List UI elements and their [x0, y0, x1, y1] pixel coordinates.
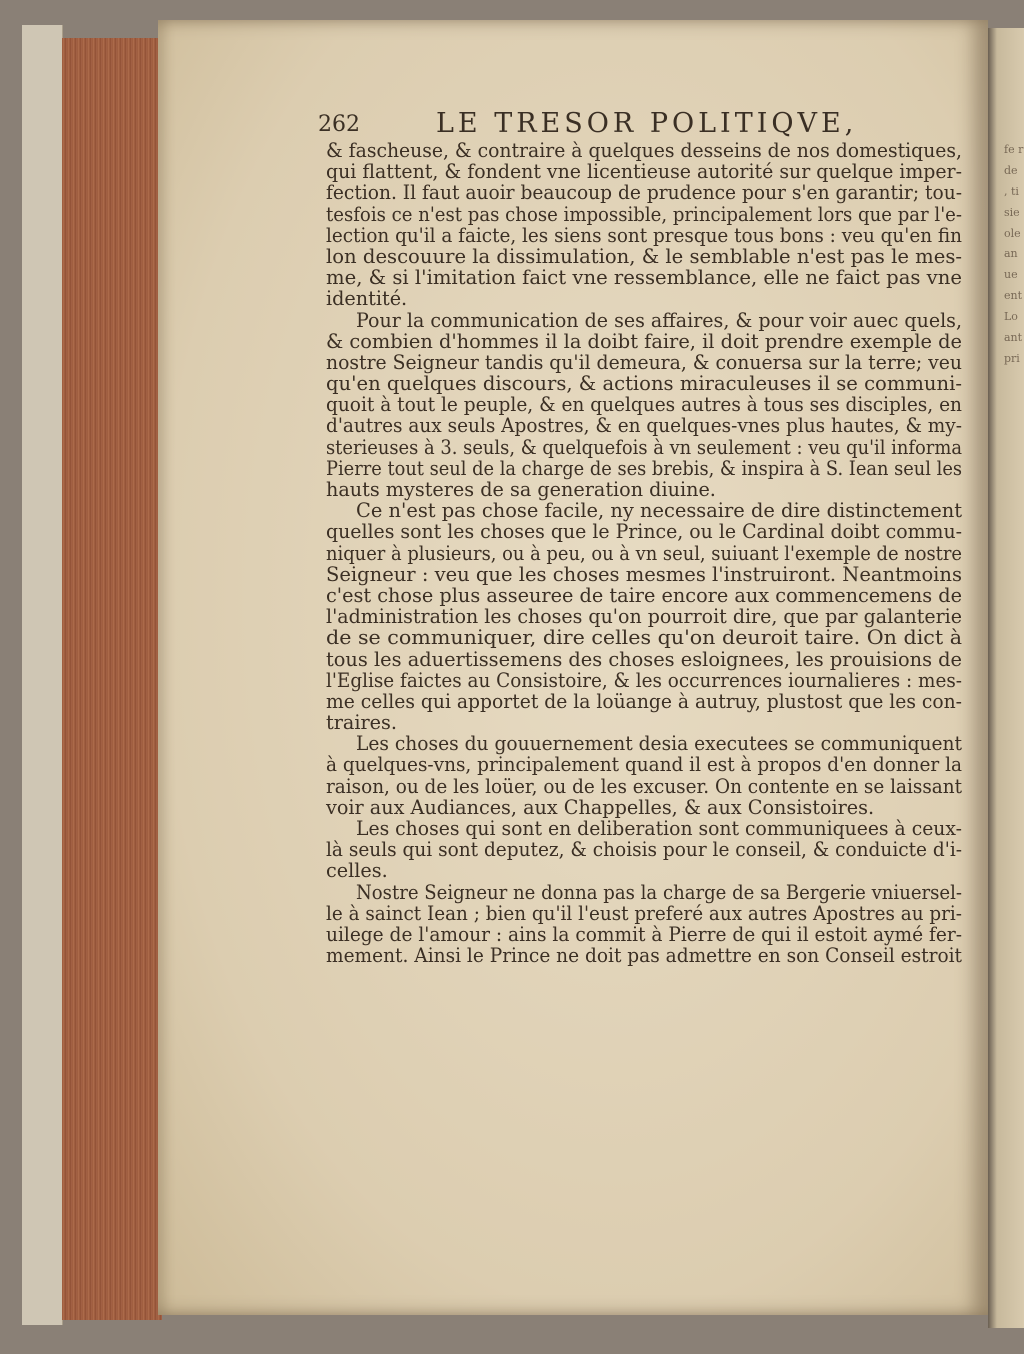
text-line: Nostre Seigneur ne donna pas la charge de sa Bergerie vniuersel- — [356, 880, 962, 904]
adjacent-page-text: fe r de , ti sie ole an ue ent Lo ant pri — [1004, 143, 1024, 365]
text-line: hauts mysteres de sa generation diuine. — [326, 478, 716, 501]
text-line: mement. Ainsi le Prince ne doit pas admettre en son Conseil estroit — [326, 944, 962, 968]
text-line: traires. — [326, 711, 397, 735]
text-line: c'est chose plus asseuree de taire encore aux commencemens de — [326, 583, 962, 607]
text-line: là seuls qui sont deputez, & choisis pour le conseil, & conduicte d'i- — [326, 838, 962, 862]
text-line: voir aux Audiances, aux Chappelles, & aux Consistoires. — [326, 795, 875, 819]
text-line: l'administration les choses qu'on pourroit dire, que par galanterie — [326, 605, 962, 629]
text-line: fection. Il faut auoir beaucoup de prudence pour s'en garantir; tou- — [326, 181, 962, 205]
page-number: 262 — [318, 112, 360, 137]
text-line: quoit à tout le peuple, & en quelques autres à tous ses disciples, en — [326, 393, 962, 417]
text-line: me, & si l'imitation faict vne ressemblance, elle ne faict pas vne — [326, 266, 962, 290]
text-line: Pour la communication de ses affaires, & pour voir auec quels, — [356, 308, 962, 332]
text-line: & combien d'hommes il la doibt faire, il doit prendre exemple de — [326, 329, 962, 353]
running-head-title: LE TRESOR POLITIQVE, — [436, 108, 858, 139]
text-line: lection qu'il a faicte, les siens sont presque tous bons : veu qu'en fin — [326, 223, 962, 247]
text-line: niquer à plusieurs, ou à peu, ou à vn seul, suiuant l'exemple de nostre — [326, 541, 962, 565]
text-line: nostre Seigneur tandis qu'il demeura, & conuersa sur la terre; veu — [326, 350, 962, 374]
page-edges — [62, 38, 162, 1320]
text-line: Les choses qui sont en deliberation sont communiquees à ceux- — [356, 817, 962, 840]
book-cradle — [22, 25, 63, 1325]
text-line: Pierre tout seul de la charge de ses brebis, & inspira à S. Iean seul les — [326, 456, 962, 480]
text-line: d'autres aux seuls Apostres, & en quelques-vnes plus hautes, & my- — [326, 414, 962, 438]
text-line: celles. — [326, 859, 388, 883]
text-line: Les choses du gouuernement desia executees se communiquent — [356, 732, 962, 756]
text-line: me celles qui apportet de la loüange à autruy, plustost que les con- — [326, 689, 962, 713]
text-line: à quelques-vns, principalement quand il est à propos d'en donner la — [326, 753, 962, 777]
text-line: de se communiquer, dire celles qu'on deuroit taire. On dict à — [326, 626, 962, 650]
body-text — [326, 140, 962, 966]
text-line: l'Eglise faictes au Consistoire, & les occurrences iournalieres : mes- — [326, 668, 962, 692]
text-line: Ce n'est pas chose facile, ny necessaire de dire distinctement — [356, 499, 962, 523]
text-line: uilege de l'amour : ains la commit à Pierre de qui il estoit aymé fer- — [326, 922, 962, 946]
text-line: identité. — [326, 287, 408, 311]
text-line: qui flattent, & fondent vne licentieuse autorité sur quelque imper- — [326, 160, 962, 184]
text-line: qu'en quelques discours, & actions miraculeuses il se communi- — [326, 372, 962, 396]
text-line: Seigneur : veu que les choses mesmes l'instruiront. Neantmoins — [326, 562, 962, 586]
text-line: le à sainct Iean ; bien qu'il l'eust preferé aux autres Apostres au pri- — [326, 901, 962, 925]
text-line: & fascheuse, & contraire à quelques desseins de nos domestiques, — [326, 139, 962, 162]
text-line: sterieuses à 3. seuls, & quelquefois à vn seulement : veu qu'il informa — [326, 435, 962, 459]
text-line: tous les aduertissemens des choses esloignees, les prouisions de — [326, 647, 962, 671]
text-line: raison, ou de les loüer, ou de les excuser. On contente en se laissant — [326, 774, 962, 798]
text-line: lon descouure la dissimulation, & le semblable n'est pas le mes- — [326, 244, 962, 268]
text-line: tesfois ce n'est pas chose impossible, principalement lors que par l'e- — [326, 202, 962, 226]
text-line: quelles sont les choses que le Prince, ou le Cardinal doibt commu- — [326, 520, 962, 544]
